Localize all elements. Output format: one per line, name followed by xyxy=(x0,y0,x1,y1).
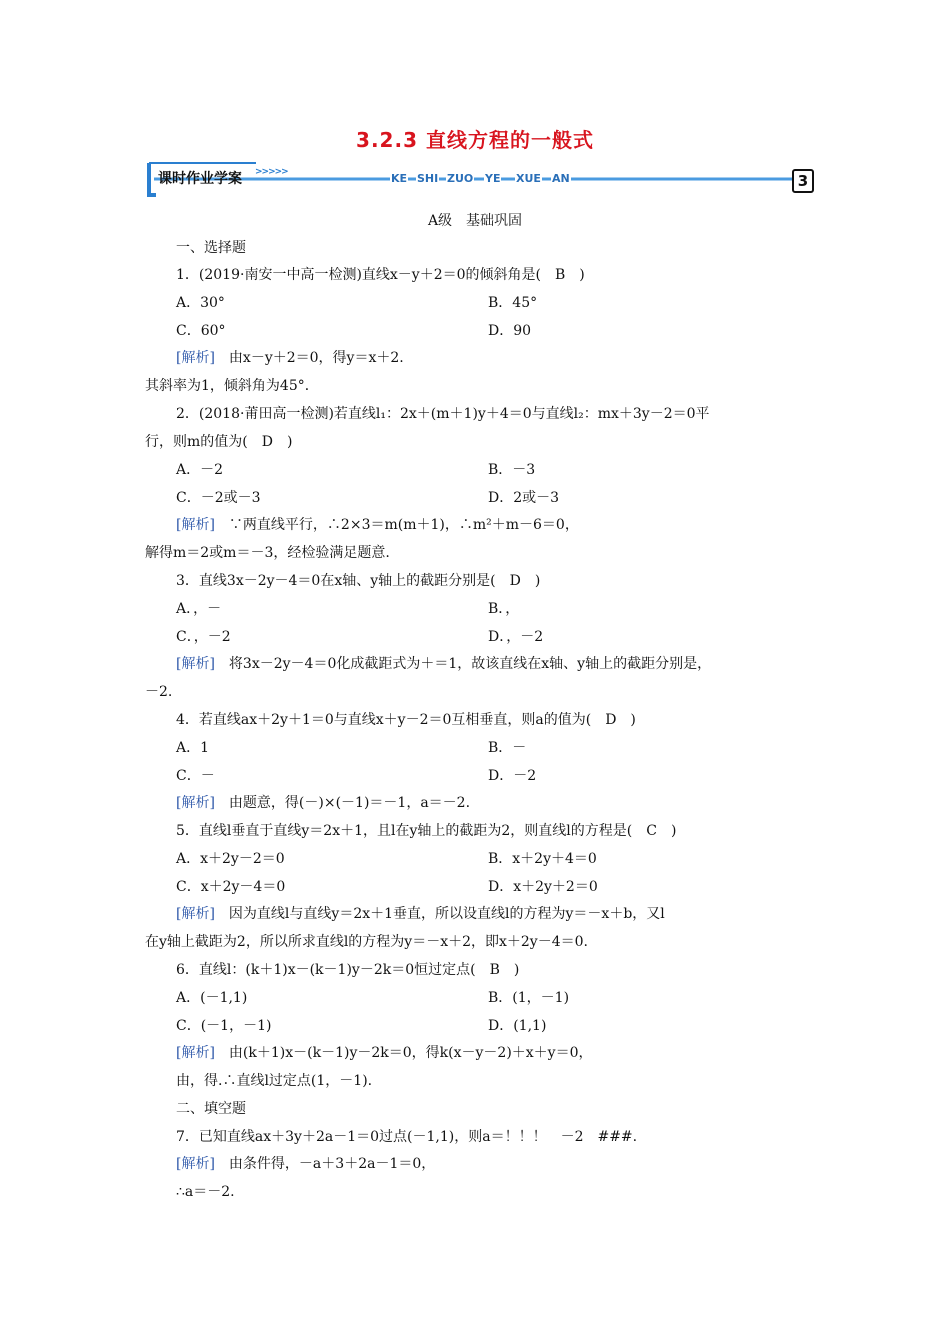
solution-line: 其斜率为1，倾斜角为45°． xyxy=(145,378,319,394)
solution-line: [解析] ∵两直线平行，∴2×3＝m(m＋1)，∴m²＋m－6＝0， xyxy=(176,517,579,533)
option-b: B．－ xyxy=(488,740,527,756)
option-a: A．(－1,1) xyxy=(176,990,248,1006)
pinyin-syllable: YE xyxy=(485,172,501,185)
solution-tag: [解析] xyxy=(176,517,215,533)
question-1: 1．(2019·南安一中高一检测)直线x－y＋2＝0的倾斜角是( B ) xyxy=(176,267,585,283)
question-7: 7．已知直线ax＋3y＋2a－1＝0过点(－1,1)，则a＝！！！ －2 ###. xyxy=(176,1129,638,1145)
option-c: C．x＋2y－4＝0 xyxy=(176,879,286,895)
option-b: B．－3 xyxy=(488,462,536,478)
solution-tag: [解析] xyxy=(176,656,215,672)
pinyin-syllable: AN xyxy=(552,172,570,185)
option-a: A．30° xyxy=(176,295,225,311)
question-5: 5．直线l垂直于直线y＝2x＋1，且l在y轴上的截距为2，则直线l的方程是( C ) xyxy=(176,823,677,839)
banner-label: 课时作业学案 xyxy=(158,171,242,187)
solution-tag: [解析] xyxy=(176,350,215,366)
solution-line: [解析] 由题意，得(－)×(－1)＝－1，a＝－2. xyxy=(176,795,471,811)
solution-line: 在y轴上截距为2，所以所求直线l的方程为y＝－x＋2，即x＋2y－4＝0. xyxy=(145,934,588,950)
option-b: B．x＋2y＋4＝0 xyxy=(488,851,597,867)
question-2: 2．(2018·莆田高一检测)若直线l₁：2x＋(m＋1)y＋4＝0与直线l₂：mx＋3y－2＝0平 xyxy=(176,406,710,422)
section-heading-choice: 一、选择题 xyxy=(176,240,246,256)
question-6: 6．直线l：(k＋1)x－(k－1)y－2k＝0恒过定点( B ) xyxy=(176,962,520,978)
solution-tag: [解析] xyxy=(176,1045,215,1061)
option-a: A．－2 xyxy=(176,462,224,478)
pinyin-syllable: XUE xyxy=(516,172,541,185)
pinyin-syllable: ZUO xyxy=(447,172,474,185)
option-a: A．1 xyxy=(176,740,210,756)
solution-line: [解析] 由x－y＋2＝0，得y＝x＋2. xyxy=(176,350,404,366)
level-heading: A级 基础巩固 xyxy=(427,213,523,229)
solution-line: [解析] 将3x－2y－4＝0化成截距式为＋＝1，故该直线在x轴、y轴上的截距分别是， xyxy=(176,656,712,672)
question-4: 4．若直线ax＋2y＋1＝0与直线x＋y－2＝0互相垂直，则a的值为( D ) xyxy=(176,712,636,728)
section-heading-fill: 二、填空题 xyxy=(176,1101,246,1117)
solution-line: [解析] 因为直线l与直线y＝2x＋1垂直，所以设直线l的方程为y＝－x＋b，又l xyxy=(176,906,665,922)
solution-line: －2. xyxy=(145,684,173,700)
solution-line: 由，得.∴直线l过定点(1，－1). xyxy=(176,1073,373,1089)
option-d: D．－2 xyxy=(488,768,537,784)
option-c: C．－ xyxy=(176,768,215,784)
option-d: D．，－2 xyxy=(488,629,544,645)
solution-line: [解析] 由条件得，－a＋3＋2a－1＝0， xyxy=(176,1156,436,1172)
option-c: C．60° xyxy=(176,323,226,339)
question-2-cont: 行，则m的值为( D ) xyxy=(145,434,293,450)
solution-tag: [解析] xyxy=(176,906,215,922)
option-b: B．45° xyxy=(488,295,538,311)
solution-tag: [解析] xyxy=(176,795,215,811)
pinyin-syllable: KE xyxy=(391,172,408,185)
option-d: D．x＋2y＋2＝0 xyxy=(488,879,598,895)
option-d: D．90 xyxy=(488,323,532,339)
option-c: C．－2或－3 xyxy=(176,490,261,506)
option-a: A．，－ xyxy=(176,601,222,617)
solution-tag: [解析] xyxy=(176,1156,215,1172)
option-c: C．(－1，－1) xyxy=(176,1018,272,1034)
option-a: A．x＋2y－2＝0 xyxy=(176,851,285,867)
pinyin-syllable: SHI xyxy=(417,172,439,185)
banner-frame xyxy=(146,158,816,200)
page-title: 3.2.3 直线方程的一般式 xyxy=(356,128,594,152)
section-banner xyxy=(146,158,816,200)
solution-line: 解得m＝2或m＝－3，经检验满足题意. xyxy=(145,545,390,561)
option-c: C．，－2 xyxy=(176,629,231,645)
solution-line: [解析] 由(k＋1)x－(k－1)y－2k＝0，得k(x－y－2)＋x＋y＝0， xyxy=(176,1045,593,1061)
option-d: D．(1,1) xyxy=(488,1018,547,1034)
banner-arrows: >>>>> xyxy=(255,167,288,177)
option-b: B．(1，－1) xyxy=(488,990,570,1006)
solution-line: ∴a＝－2. xyxy=(176,1184,235,1200)
question-3: 3．直线3x－2y－4＝0在x轴、y轴上的截距分别是( D ) xyxy=(176,573,541,589)
lesson-number-badge: 3 xyxy=(792,169,814,193)
option-d: D．2或－3 xyxy=(488,490,560,506)
option-b: B．， xyxy=(488,601,520,617)
